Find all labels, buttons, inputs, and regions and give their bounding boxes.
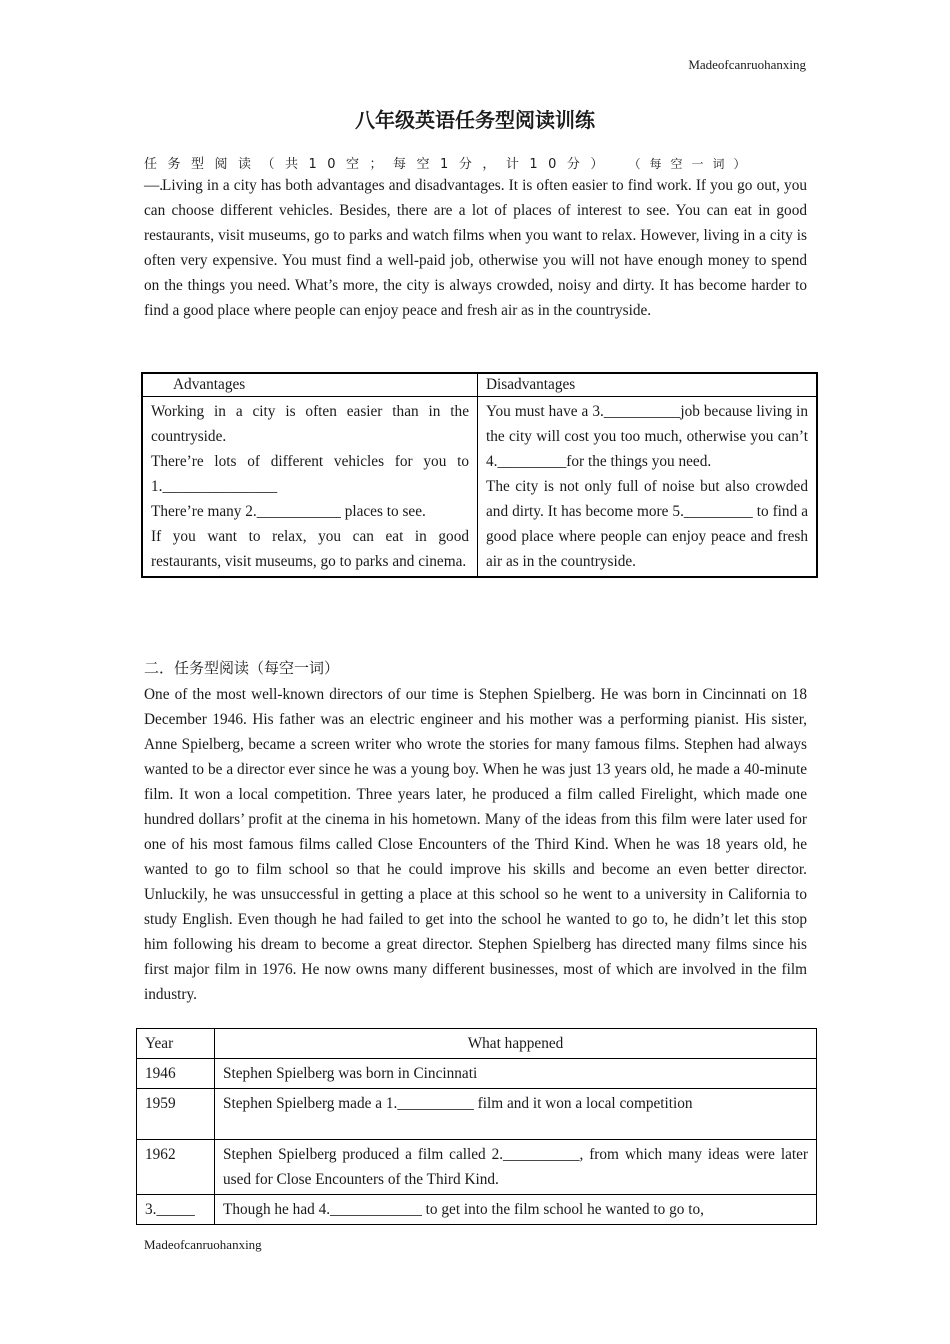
section2-heading: 二．任务型阅读（每空一词） xyxy=(144,659,340,677)
table2-event-cell: Stephen Spielberg was born in Cincinnati xyxy=(215,1059,817,1089)
disadvantage-item: The city is not only full of noise but also crowded and dirty. It has become more 5._________ to find a good place where people can enjoy peace and fresh air as in the countryside. xyxy=(486,478,808,570)
section1-note: （每空一词） xyxy=(628,157,755,171)
section1-table xyxy=(142,373,817,577)
table2-year-cell: 1959 xyxy=(137,1089,215,1140)
section1-number: —. xyxy=(144,177,164,194)
table1-header-disadvantages: Disadvantages xyxy=(478,374,817,397)
table2-year-cell: 1946 xyxy=(137,1059,215,1089)
section2-passage: One of the most well-known directors of our time is Stephen Spielberg. He was born in Cincinnati on 18 December 1946. His father was an electric engineer and his mother was a performing pianist. His sister, Anne Spielberg, became a screen writer who wrote the stories for many famous films. Stephen had always wanted to be a director ever since he was a young boy. When he was just 13 years old, he made a 40-minute film. It won a local competition. Three years later, he produced a film called Firelight, which made one hundred dollars’ profit at the cinema in his hometown. Many of the ideas from this film were later used for one of his most famous films called Close Encounters of the Third Kind. When he was 18 years old, he wanted to go to film school so that he could improve his skills and become an even better director. Unluckily, he was unsuccessful in getting a place at this school so he went to a university in California to study English. Even though he had failed to get into the school he wanted to go to, he didn’t let this stop him following his dream to become a great director. Stephen Spielberg has directed many films since his first major film in 1976. He now owns many different businesses, most of which are involved in the film industry. xyxy=(144,686,807,1003)
advantage-item: There’re lots of different vehicles for you to 1._______________ xyxy=(151,453,469,495)
footer-watermark: Madeofcanruohanxing xyxy=(144,1237,262,1252)
disadvantage-item: You must have a 3.__________job because living in the city will cost you too much, otherwise you can’t 4._________for the things you need. xyxy=(486,403,808,470)
table2-header-what-happened: What happened xyxy=(215,1029,817,1059)
table1-header-advantages: Advantages xyxy=(143,374,478,397)
section1-passage xyxy=(144,173,807,323)
advantage-item: If you want to relax, you can eat in good restaurants, visit museums, go to parks and cinema. xyxy=(151,528,469,570)
table2-header-year: Year xyxy=(137,1029,215,1059)
table2-event-cell: Though he had 4.____________ to get into the film school he wanted to go to, xyxy=(215,1195,817,1225)
disadvantages-cell xyxy=(478,397,817,577)
page-title: 八年级英语任务型阅读训练 xyxy=(355,108,595,132)
advantage-item: There’re many 2.___________ places to see. xyxy=(151,503,426,520)
section1-heading xyxy=(144,153,807,172)
advantage-item: Working in a city is often easier than in the countryside. xyxy=(151,403,469,445)
section1-passage-text: Living in a city has both advantages and disadvantages. It is often easier to find work. If you go out, you can choose different vehicles. Besides, there are a lot of places of interest to see. You can eat in good restaurants, visit museums, go to parks and watch films when you want to relax. However, living in a city is often very expensive. You must find a well-paid job, otherwise you will not have enough money to spend on the things you need. What’s more, the city is always crowded, noisy and dirty. It has become harder to find a good place where people can enjoy peace and fresh air as in the countryside. xyxy=(144,177,807,319)
table2-year-cell: 1962 xyxy=(137,1140,215,1195)
header-watermark: Madeofcanruohanxing xyxy=(688,57,806,72)
table2-event-cell: Stephen Spielberg produced a film called 2.__________, from which many ideas were later used for Close Encounters of the Third Kind. xyxy=(215,1140,817,1195)
advantages-cell xyxy=(143,397,478,577)
section1-heading-text: 任务型阅读（共10空；每空1分，计10分） xyxy=(144,157,614,172)
table2-year-cell: 3._____ xyxy=(137,1195,215,1225)
section2-table xyxy=(136,1028,817,1225)
table2-event-cell: Stephen Spielberg made a 1.__________ film and it won a local competition xyxy=(215,1089,817,1140)
